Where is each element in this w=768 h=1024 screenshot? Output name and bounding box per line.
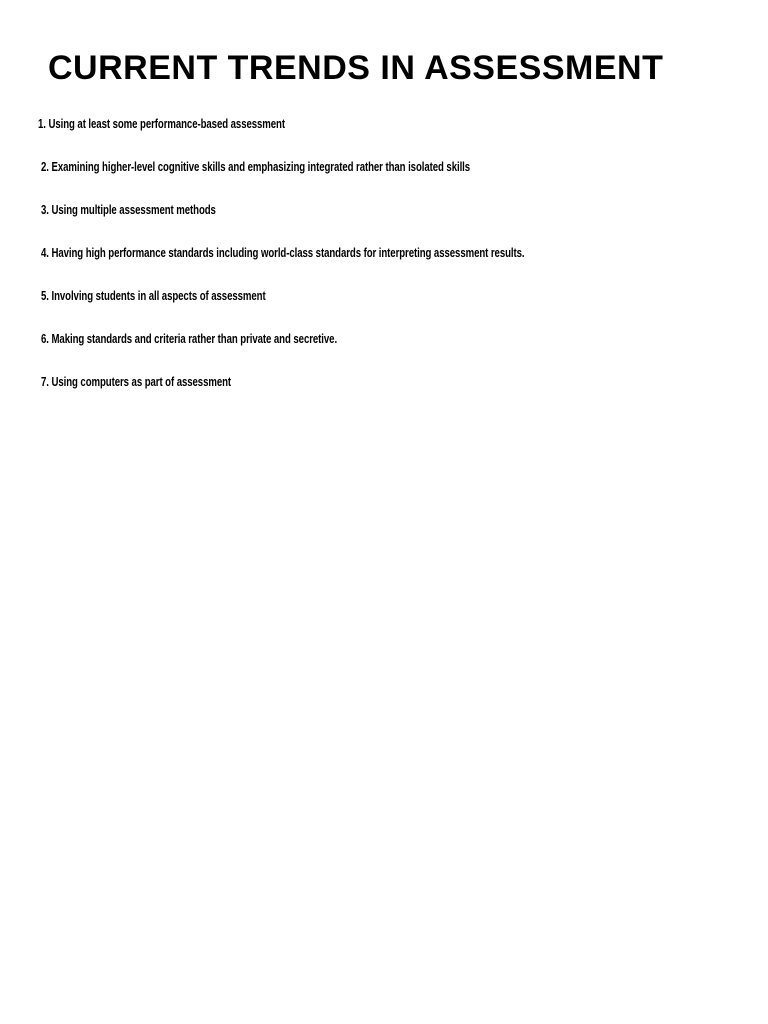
page-title: CURRENT TRENDS IN ASSESSMENT	[48, 49, 664, 87]
list-item: 7. Using computers as part of assessment	[41, 374, 232, 389]
list-item: 6. Making standards and criteria rather than private and secretive.	[41, 331, 338, 346]
list-item: 2. Examining higher-level cognitive skills and emphasizing integrated rather than isolated skills	[41, 159, 471, 174]
list-item: 1. Using at least some performance-based assessment	[38, 116, 285, 131]
list-item: 3. Using multiple assessment methods	[41, 202, 216, 217]
list-item: 5. Involving students in all aspects of assessment	[41, 288, 266, 303]
list-item: 4. Having high performance standards including world-class standards for interpreting assessment results.	[41, 245, 525, 260]
